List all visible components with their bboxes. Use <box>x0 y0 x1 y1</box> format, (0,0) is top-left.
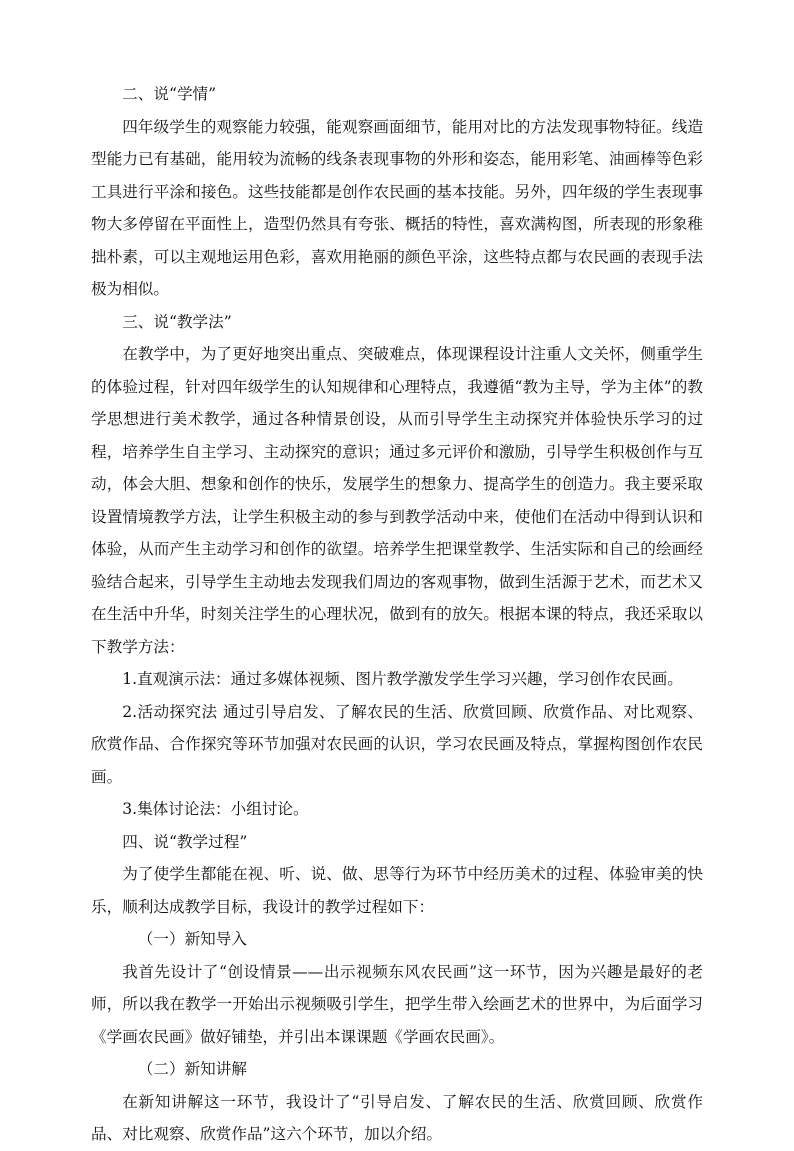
paragraph-process: 为了使学生都能在视、听、说、做、思等行为环节中经历美术的过程、体验审美的快乐，顺利达成教学目标，我设计的教学过程如下： <box>91 865 703 916</box>
paragraph-method: 在教学中，为了更好地突出重点、突破难点，体现课程设计注重人文关怀，侧重学生的体验过程，针对四年级学生的认知规律和心理特点，我遵循“教为主导，学为主体”的教学思想进行美术教学，通过各种情景创设，从而引导学生主动探究并体验快乐学习的过程，培养学生自主学习、主动探究的意识；通过多元评价和激励，引导学生积极创作与互动，体会大胆、想象和创作的快乐，发展学生的想象力、提高学生的创造力。我主要采取设置情境教学方法，让学生积极主动的参与到教学活动中来，使他们在活动中得到认识和体验，从而产生主动学习和创作的欲望。培养学生把课堂教学、生活实际和自己的绘画经验结合起来，引导学生主动地去发现我们周边的客观事物，做到生活源于艺术，而艺术又在生活中升华，时刻关注学生的心理状况，做到有的放矢。根据本课的特点，我还采取以下教学方法： <box>91 345 703 656</box>
subheading-explain: （二）新知讲解 <box>137 1060 247 1078</box>
section-heading-method: 三、说“教学法” <box>122 312 232 331</box>
method-item-1: 1.直观演示法：通过多媒体视频、图片教学激发学生学习兴趣，学习创作农民画。 <box>122 670 683 688</box>
section-heading-process: 四、说“教学过程” <box>122 832 248 851</box>
document-page <box>91 78 703 1151</box>
paragraph-intro: 我首先设计了“创设情景——出示视频东风农民画”这一环节，因为兴趣是最好的老师，所以我在教学一开始出示视频吸引学生，把学生带入绘画艺术的世界中，为后面学习《学画农民画》做好铺垫，并引出本课课题《学画农民画》。 <box>91 962 703 1046</box>
method-item-3: 3.集体讨论法：小组讨论。 <box>122 800 309 818</box>
method-item-2: 2.活动探究法 通过引导启发、了解农民的生活、欣赏回顾、欣赏作品、对比观察、欣赏作品、合作探究等环节加强对农民画的认识，学习农民画及特点，掌握构图创作农民画。 <box>91 702 703 786</box>
paragraph-learning: 四年级学生的观察能力较强，能观察画面细节，能用对比的方法发现事物特征。线造型能力已有基础，能用较为流畅的线条表现事物的外形和姿态，能用彩笔、油画棒等色彩工具进行平涂和接色。这些技能都是创作农民画的基本技能。另外，四年级的学生表现事物大多停留在平面性上，造型仍然具有夸张、概括的特性，喜欢满构图，所表现的形象稚拙朴素，可以主观地运用色彩，喜欢用艳丽的颜色平涂，这些特点都与农民画的表现手法极为相似。 <box>91 117 703 298</box>
paragraph-explain: 在新知讲解这一环节，我设计了“引导启发、了解农民的生活、欣赏回顾、欣赏作品、对比观察、欣赏作品”这六个环节，加以介绍。 <box>91 1092 703 1143</box>
subheading-intro: （一）新知导入 <box>137 930 247 948</box>
section-heading-learning: 二、说“学情” <box>122 85 217 103</box>
